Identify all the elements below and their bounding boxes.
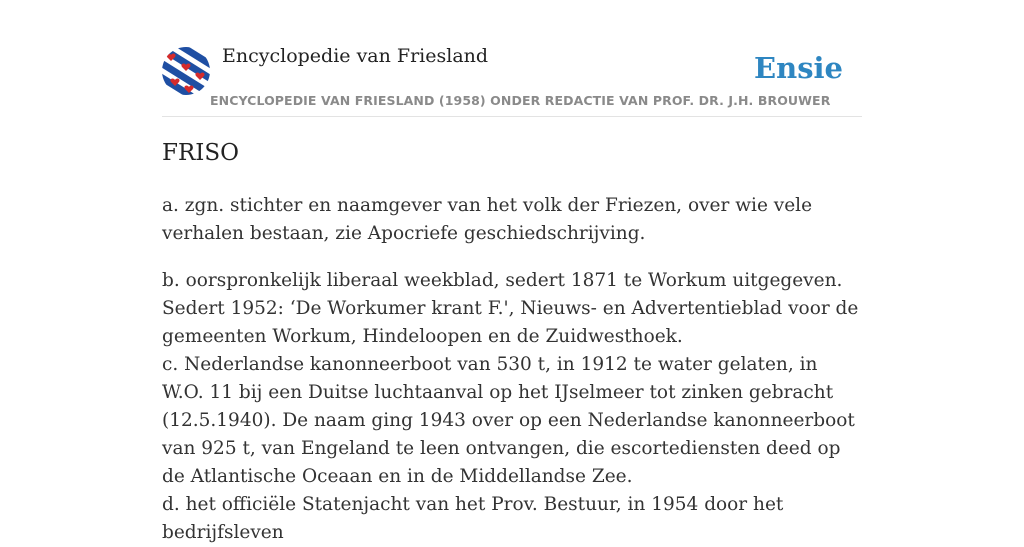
source-subtitle: ENCYCLOPEDIE VAN FRIESLAND (1958) ONDER REDACTIE VAN PROF. DR. J.H. BROUWER: [210, 93, 831, 108]
site-title-link[interactable]: Encyclopedie van Friesland: [222, 45, 489, 67]
ensie-brand-link[interactable]: Ensie: [754, 51, 843, 85]
site-header: [162, 0, 862, 117]
article-headword: FRISO: [162, 140, 239, 166]
definition-b: b. oorspronkelijk liberaal weekblad, sedert 1871 te Workum uitgegeven. Sedert 1952: ‘De Workumer krant F.', Nieuws- en Advertentieblad voor de gemeenten Workum, Hindeloopen en de Zuidwesthoek.: [162, 270, 859, 347]
definition-c: c. Nederlandse kanonneerboot van 530 t, in 1912 te water gelaten, in W.O. 11 bij een Duitse luchtaanval op het IJselmeer tot zinken gebracht (12.5.1940). De naam ging 1943 over op een Nederlandse kanonneerboot van 925 t, van Engeland te leen ontvangen, die escortediensten deed op de Atlantische Oceaan en in de Middellandse Zee.: [162, 354, 855, 487]
definition-a: a. zgn. stichter en naamgever van het volk der Friezen, over wie vele verhalen bestaan, zie Apocriefe geschiedschrijving.: [162, 195, 813, 244]
page: [162, 0, 862, 543]
frisian-flag-logo-icon[interactable]: [162, 47, 210, 95]
definition-d: d. het officiële Statenjacht van het Prov. Bestuur, in 1954 door het bedrijfsleven: [162, 494, 784, 543]
article-body: [162, 192, 862, 547]
